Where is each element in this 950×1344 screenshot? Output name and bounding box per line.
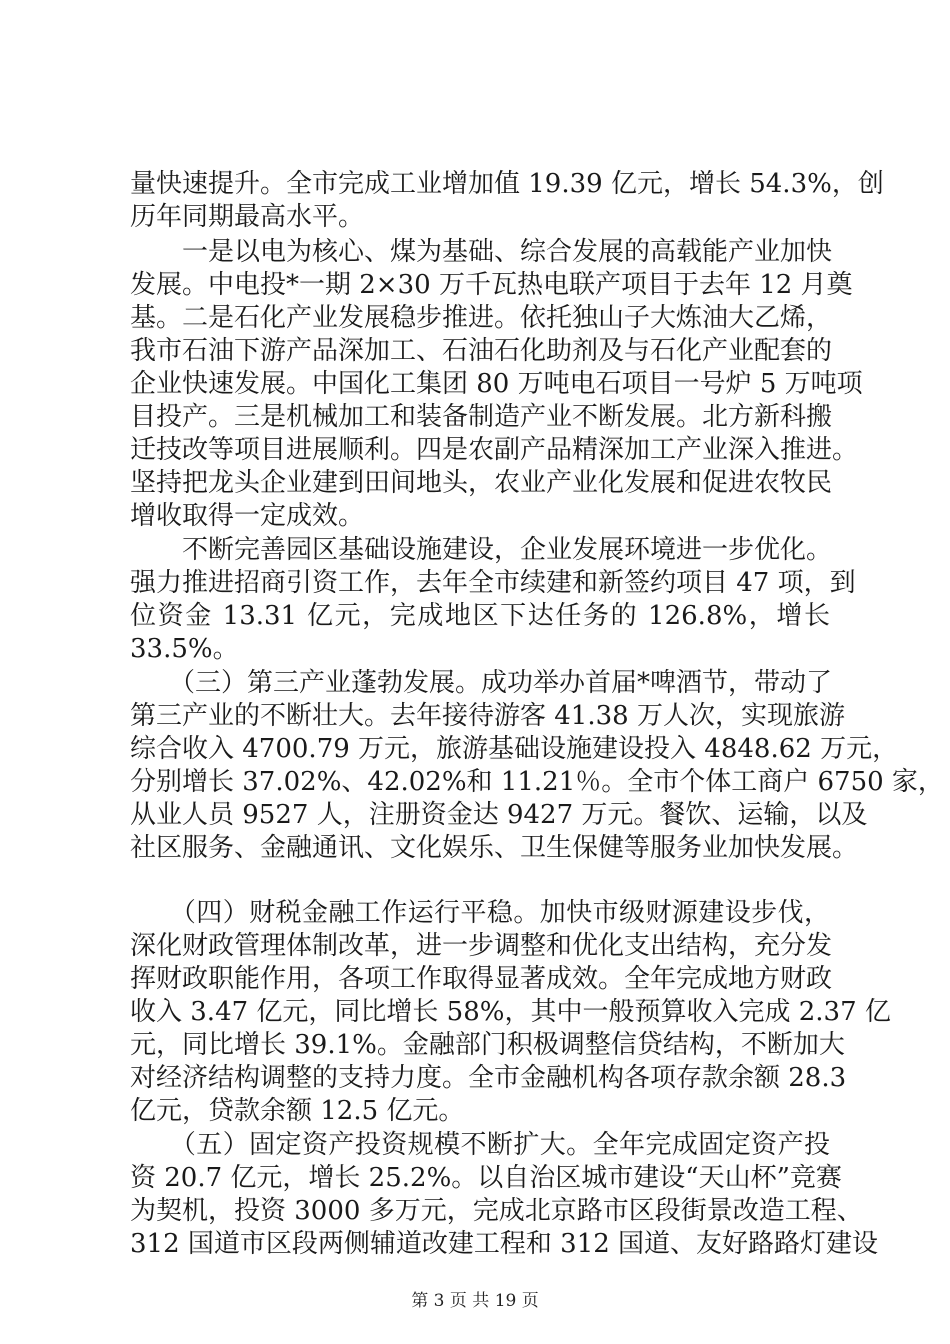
body-line: 分别增长 37.02%、42.02%和 11.21％。全市个体工商户 6750 家， <box>130 767 944 797</box>
body-line: （四）财税金融工作运行平稳。加快市级财源建设步伐， <box>130 898 830 928</box>
body-line: 元，同比增长 39.1%。金融部门积极调整信贷结构，不断加大 <box>130 1030 845 1060</box>
body-line: 综合收入 4700.79 万元，旅游基础设施建设投入 4848.62 万元， <box>130 734 899 764</box>
body-line: （五）固定资产投资规模不断扩大。全年完成固定资产投 <box>130 1130 830 1160</box>
body-line: 位资金 13.31 亿元，完成地区下达任务的 126.8%，增长 <box>130 601 830 631</box>
body-line: 增收取得一定成效。 <box>130 501 365 531</box>
body-line: 强力推进招商引资工作，去年全市续建和新签约项目 47 项，到 <box>130 568 856 598</box>
body-line: 亿元，贷款余额 12.5 亿元。 <box>130 1096 465 1126</box>
body-line: 从业人员 9527 人，注册资金达 9427 万元。餐饮、运输，以及 <box>130 800 868 830</box>
body-line: 挥财政职能作用，各项工作取得显著成效。全年完成地方财政 <box>130 964 833 994</box>
body-line: 33.5%。 <box>130 634 239 664</box>
body-line: 资 20.7 亿元，增长 25.2%。以自治区城市建设“天山杯”竞赛 <box>130 1163 842 1193</box>
body-line: 发展。中电投*一期 2×30 万千瓦热电联产项目于去年 12 月奠 <box>130 270 853 300</box>
body-line: 不断完善园区基础设施建设，企业发展环境进一步优化。 <box>130 535 833 565</box>
body-line: 社区服务、金融通讯、文化娱乐、卫生保健等服务业加快发展。 <box>130 833 859 863</box>
body-line: （三）第三产业蓬勃发展。成功举办首届*啤酒节，带动了 <box>130 668 833 698</box>
body-line: 历年同期最高水平。 <box>130 202 365 232</box>
body-line: 一是以电为核心、煤为基础、综合发展的高载能产业加快 <box>130 237 833 267</box>
body-line: 我市石油下游产品深加工、石油石化助剂及与石化产业配套的 <box>130 336 833 366</box>
body-line: 目投产。三是机械加工和装备制造产业不断发展。北方新科搬 <box>130 402 833 432</box>
body-line: 迁技改等项目进展顺利。四是农副产品精深加工产业深入推进。 <box>130 435 859 465</box>
body-line: 312 国道市区段两侧辅道改建工程和 312 国道、友好路路灯建设 <box>130 1229 879 1259</box>
body-line: 企业快速发展。中国化工集团 80 万吨电石项目一号炉 5 万吨项 <box>130 369 863 399</box>
body-line: 坚持把龙头企业建到田间地头，农业产业化发展和促进农牧民 <box>130 468 833 498</box>
body-line: 收入 3.47 亿元，同比增长 58%，其中一般预算收入完成 2.37 亿 <box>130 997 891 1027</box>
page-footer: 第 3 页 共 19 页 <box>411 1291 539 1311</box>
body-line: 第三产业的不断壮大。去年接待游客 41.38 万人次，实现旅游 <box>130 701 845 731</box>
body-line: 量快速提升。全市完成工业增加值 19.39 亿元，增长 54.3%，创 <box>130 169 884 199</box>
body-line: 为契机，投资 3000 多万元，完成北京路市区段街景改造工程、 <box>130 1196 863 1226</box>
body-line: 基。二是石化产业发展稳步推进。依托独山子大炼油大乙烯， <box>130 303 833 333</box>
body-line: 对经济结构调整的支持力度。全市金融机构各项存款余额 28.3 <box>130 1063 847 1093</box>
body-line: 深化财政管理体制改革，进一步调整和优化支出结构，充分发 <box>130 931 833 961</box>
